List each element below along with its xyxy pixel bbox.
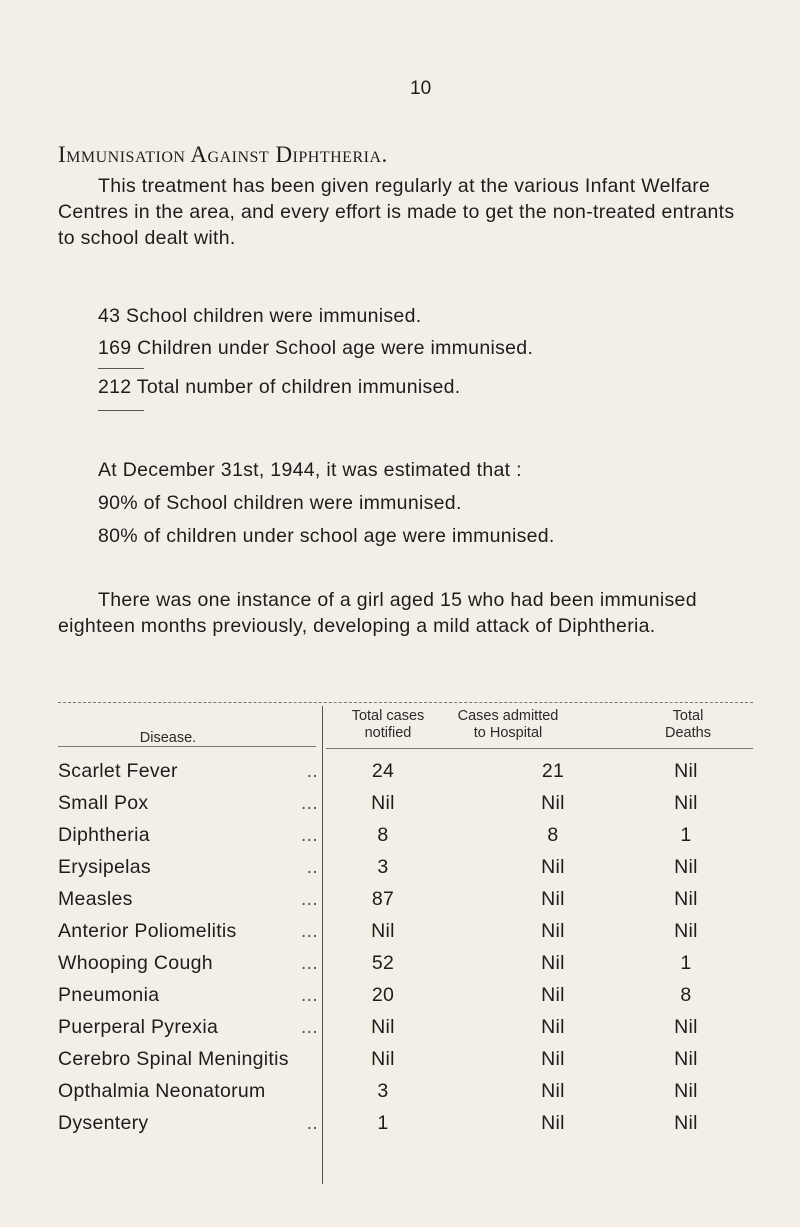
row-leader: ...: [300, 1016, 318, 1038]
table-row: [58, 888, 753, 919]
row-notified: 1: [377, 1112, 389, 1134]
row-disease: Pneumonia: [58, 984, 160, 1006]
row-leader: ..: [306, 760, 318, 782]
row-deaths: Nil: [674, 792, 698, 814]
case-paragraph: [58, 587, 746, 639]
row-disease: Anterior Poliomelitis: [58, 920, 237, 942]
table-row: [58, 952, 753, 983]
row-hospital: 8: [547, 824, 559, 846]
estimate-school-line: 90% of School children were immunised.: [98, 492, 462, 514]
row-hospital: Nil: [541, 920, 565, 942]
header-deaths-line1: Total: [672, 708, 704, 724]
row-notified: 3: [377, 856, 389, 878]
immunised-under-school-line: 169 Children under School age were immunised.: [98, 337, 534, 359]
table-row: [58, 1048, 753, 1079]
table-row: [58, 760, 753, 791]
row-disease: Diphtheria: [58, 824, 150, 846]
row-deaths: Nil: [674, 1048, 698, 1070]
row-notified: Nil: [371, 920, 395, 942]
table-row: [58, 792, 753, 823]
row-disease: Cerebro Spinal Meningitis: [58, 1048, 289, 1070]
row-notified: Nil: [371, 1016, 395, 1038]
row-disease: Small Pox: [58, 792, 149, 814]
row-deaths: Nil: [674, 760, 698, 782]
header-admitted-line2: to Hospital: [473, 725, 543, 741]
row-notified: 52: [371, 952, 395, 974]
table-row: [58, 1016, 753, 1047]
row-disease: Whooping Cough: [58, 952, 213, 974]
row-leader: ...: [300, 824, 318, 846]
row-deaths: Nil: [674, 888, 698, 910]
row-disease: Measles: [58, 888, 133, 910]
row-disease: Opthalmia Neonatorum: [58, 1080, 266, 1102]
table-top-rule: [58, 702, 753, 703]
table-row: [58, 984, 753, 1015]
sum-rule: [98, 368, 144, 369]
row-notified: 87: [371, 888, 395, 910]
table-row: [58, 856, 753, 887]
total-rule: [98, 410, 144, 411]
header-deaths: [643, 708, 733, 742]
row-leader: ...: [300, 792, 318, 814]
row-hospital: Nil: [541, 792, 565, 814]
row-deaths: Nil: [674, 1016, 698, 1038]
header-admitted-line1: Cases admitted: [457, 708, 559, 724]
row-deaths: Nil: [674, 856, 698, 878]
header-values-rule: [326, 748, 753, 749]
row-notified: Nil: [371, 792, 395, 814]
row-notified: 24: [371, 760, 395, 782]
row-disease: Puerperal Pyrexia: [58, 1016, 219, 1038]
table-row: [58, 1080, 753, 1111]
row-leader: ...: [300, 920, 318, 942]
row-hospital: Nil: [541, 856, 565, 878]
row-deaths: 1: [680, 952, 692, 974]
row-leader: ...: [300, 888, 318, 910]
row-disease: Erysipelas: [58, 856, 151, 878]
row-hospital: Nil: [541, 1080, 565, 1102]
row-deaths: 1: [680, 824, 692, 846]
row-deaths: 8: [680, 984, 692, 1006]
row-notified: 20: [371, 984, 395, 1006]
row-hospital: Nil: [541, 1112, 565, 1134]
table-row: [58, 1112, 753, 1143]
row-disease: Scarlet Fever: [58, 760, 178, 782]
header-total-cases-line2: notified: [364, 725, 412, 741]
case-paragraph-text: There was one instance of a girl aged 15 who had been immunised eighteen months previously, developing a mild attack of Diphtheria.: [58, 589, 697, 637]
row-disease: Dysentery: [58, 1112, 149, 1134]
intro-paragraph-text: This treatment has been given regularly at the various Infant Welfare Centres in the area, and every effort is made to get the non-treated entrants to school dealt with.: [58, 175, 735, 249]
row-leader: ..: [306, 1112, 318, 1134]
header-disease-rule: [58, 746, 316, 747]
row-deaths: Nil: [674, 1112, 698, 1134]
header-total-cases-line1: Total cases: [351, 708, 425, 724]
row-hospital: 21: [541, 760, 565, 782]
row-leader: ..: [306, 856, 318, 878]
header-total-cases: [323, 708, 453, 742]
row-hospital: Nil: [541, 888, 565, 910]
row-hospital: Nil: [541, 952, 565, 974]
row-deaths: Nil: [674, 1080, 698, 1102]
header-deaths-line2: Deaths: [665, 725, 711, 741]
row-hospital: Nil: [541, 984, 565, 1006]
header-disease: Disease.: [139, 730, 197, 746]
row-leader: ...: [300, 952, 318, 974]
immunised-school-line: 43 School children were immunised.: [98, 305, 422, 327]
section-heading: Immunisation Against Diphtheria.: [58, 142, 388, 167]
intro-paragraph: [58, 173, 746, 251]
estimate-intro-line: At December 31st, 1944, it was estimated that :: [98, 459, 522, 481]
table-row: [58, 824, 753, 855]
row-notified: 3: [377, 1080, 389, 1102]
immunised-total-line: 212 Total number of children immunised.: [98, 376, 461, 398]
table-row: [58, 920, 753, 951]
row-hospital: Nil: [541, 1048, 565, 1070]
row-leader: ...: [300, 984, 318, 1006]
row-notified: 8: [377, 824, 389, 846]
row-deaths: Nil: [674, 920, 698, 942]
header-admitted: [443, 708, 573, 742]
estimate-under-school-line: 80% of children under school age were immunised.: [98, 525, 555, 547]
row-hospital: Nil: [541, 1016, 565, 1038]
page-number: 10: [410, 78, 432, 99]
row-notified: Nil: [371, 1048, 395, 1070]
